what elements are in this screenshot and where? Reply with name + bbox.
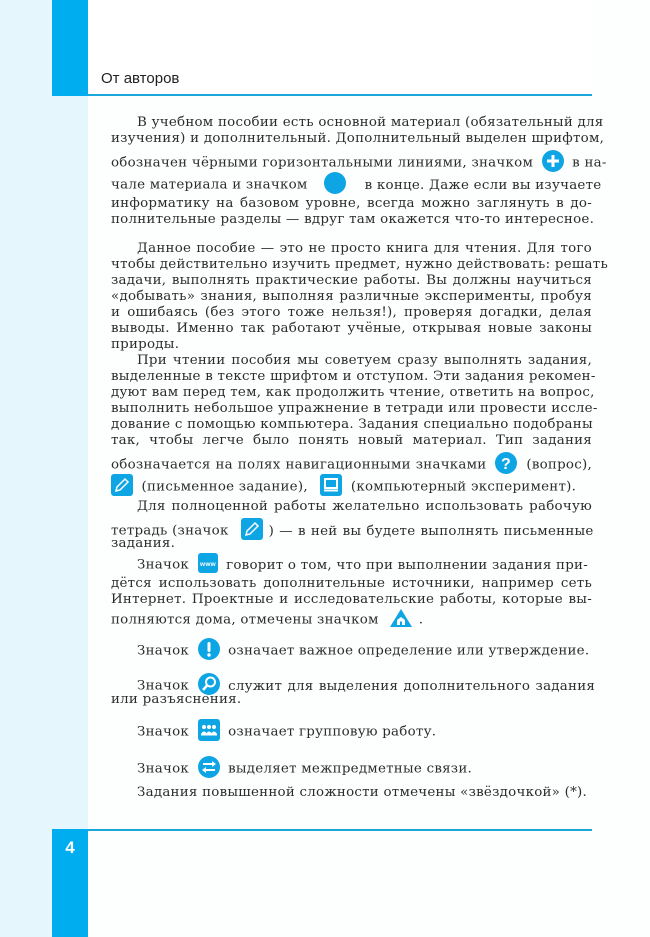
text-line [137,640,592,662]
left-margin [0,0,88,937]
svg-text:www: www [199,561,216,568]
text-fragment: означает важное определение или утверждение. [228,643,590,659]
text-fragment: Значок [137,724,190,740]
exclamation-icon [198,638,220,660]
text-line: При чтении пособия мы советуем сразу выполнять задания, [137,353,592,368]
text-fragment: (компьютерный эксперимент). [350,479,577,495]
text-fragment: тетрадь (значок [111,523,229,539]
text-line [111,610,592,630]
text-line: задания. [111,536,176,551]
text-fragment: (вопрос), [526,457,592,473]
text-fragment: обозначен чёрными горизонтальными линиями, значком [111,155,534,171]
text-fragment: ) — в ней вы будете выполнять письменные [268,523,594,539]
text-line: выделенные в тексте шрифтом и отступом. Эти задания рекомен- [111,369,596,384]
text-fragment: (письменное задание), [141,479,308,495]
text-line: и ошибаясь (без этого тоже нельзя!), проверяя догадки, делая [111,305,592,320]
text-line: так, чтобы легче было понять новый материал. Тип задания [111,433,592,448]
text-line [137,758,592,780]
svg-text:?: ? [501,456,512,473]
text-line: дование с помощью компьютера. Задания специально подобраны [111,417,593,432]
page-title: От авторов [101,70,180,87]
arrows-exchange-icon [198,756,220,778]
text-fragment: . [418,612,424,628]
text-line: Данное пособие — это не просто книга для чтения. Для того [137,241,592,256]
www-icon [198,553,218,573]
filled-circle-icon [324,172,346,194]
text-fragment: полняются дома, отмечены значком [111,612,379,628]
text-line: выводы. Именно так работают учёные, открывая новые законы [111,321,592,336]
text-line: Задания повышенной сложности отмечены «звёздочкой» (*). [137,785,588,800]
question-icon [495,452,517,474]
text-line [137,555,592,575]
text-fragment: чале материала и значком [111,177,308,193]
header-accent-bar [52,0,88,96]
text-line: информатику на базовом уровне, всегда можно заглянуть в до- [111,196,592,211]
header-rule [88,94,592,96]
text-line [111,476,592,498]
pencil-icon [111,474,133,496]
text-line: Интернет. Проектные и исследовательские работы, которые вы- [111,592,592,607]
text-line [111,454,592,476]
computer-icon [320,474,342,496]
text-fragment: обозначается на полях навигационными значками [111,457,487,473]
group-icon [198,719,220,741]
text-line: изучения) и дополнительный. Дополнительный выделен шрифтом, [111,131,605,146]
text-line [111,152,607,174]
text-fragment: в на- [572,155,607,171]
text-fragment: Значок [137,678,190,694]
text-line: природы. [111,337,180,352]
text-fragment: Значок [137,557,190,573]
text-line: выполнить небольшое упражнение в тетради или провести иссле- [111,401,598,416]
text-fragment: в конце. Даже если вы изучаете [364,177,602,193]
footer-rule [88,829,592,831]
home-triangle-icon [389,608,413,628]
text-line [111,174,602,196]
text-line: Для полноценной работы желательно использовать рабочую [137,499,592,514]
text-line: или разъяснения. [111,692,242,707]
plus-circle-icon [542,150,564,172]
text-line: задачи, выполнять практические работы. Вы должны научиться [111,273,592,288]
text-line: чтобы действительно изучить предмет, нужно действовать: решать [111,257,608,272]
text-line [137,721,592,743]
page-number: 4 [65,838,75,857]
text-line: дуют вам перед тем, как продолжить чтение, ответить на вопрос, [111,385,595,400]
text-line: «добывать» знания, выполняя различные эксперименты, пробуя [111,289,592,304]
text-fragment: означает групповую работу. [228,724,437,740]
text-line: дётся использовать дополнительные источники, например сеть [111,576,592,591]
text-line: полнительные разделы — вдруг там окажется что-то интересное. [111,212,595,227]
text-fragment: Значок [137,761,190,777]
text-fragment: Значок [137,643,190,659]
text-fragment: говорит о том, что при выполнении задания при- [226,557,588,573]
text-fragment: служит для выделения дополнительного задания [228,678,596,694]
text-fragment: выделяет межпредметные связи. [228,761,473,777]
text-line: В учебном пособии есть основной материал (обязательный для [137,115,604,130]
